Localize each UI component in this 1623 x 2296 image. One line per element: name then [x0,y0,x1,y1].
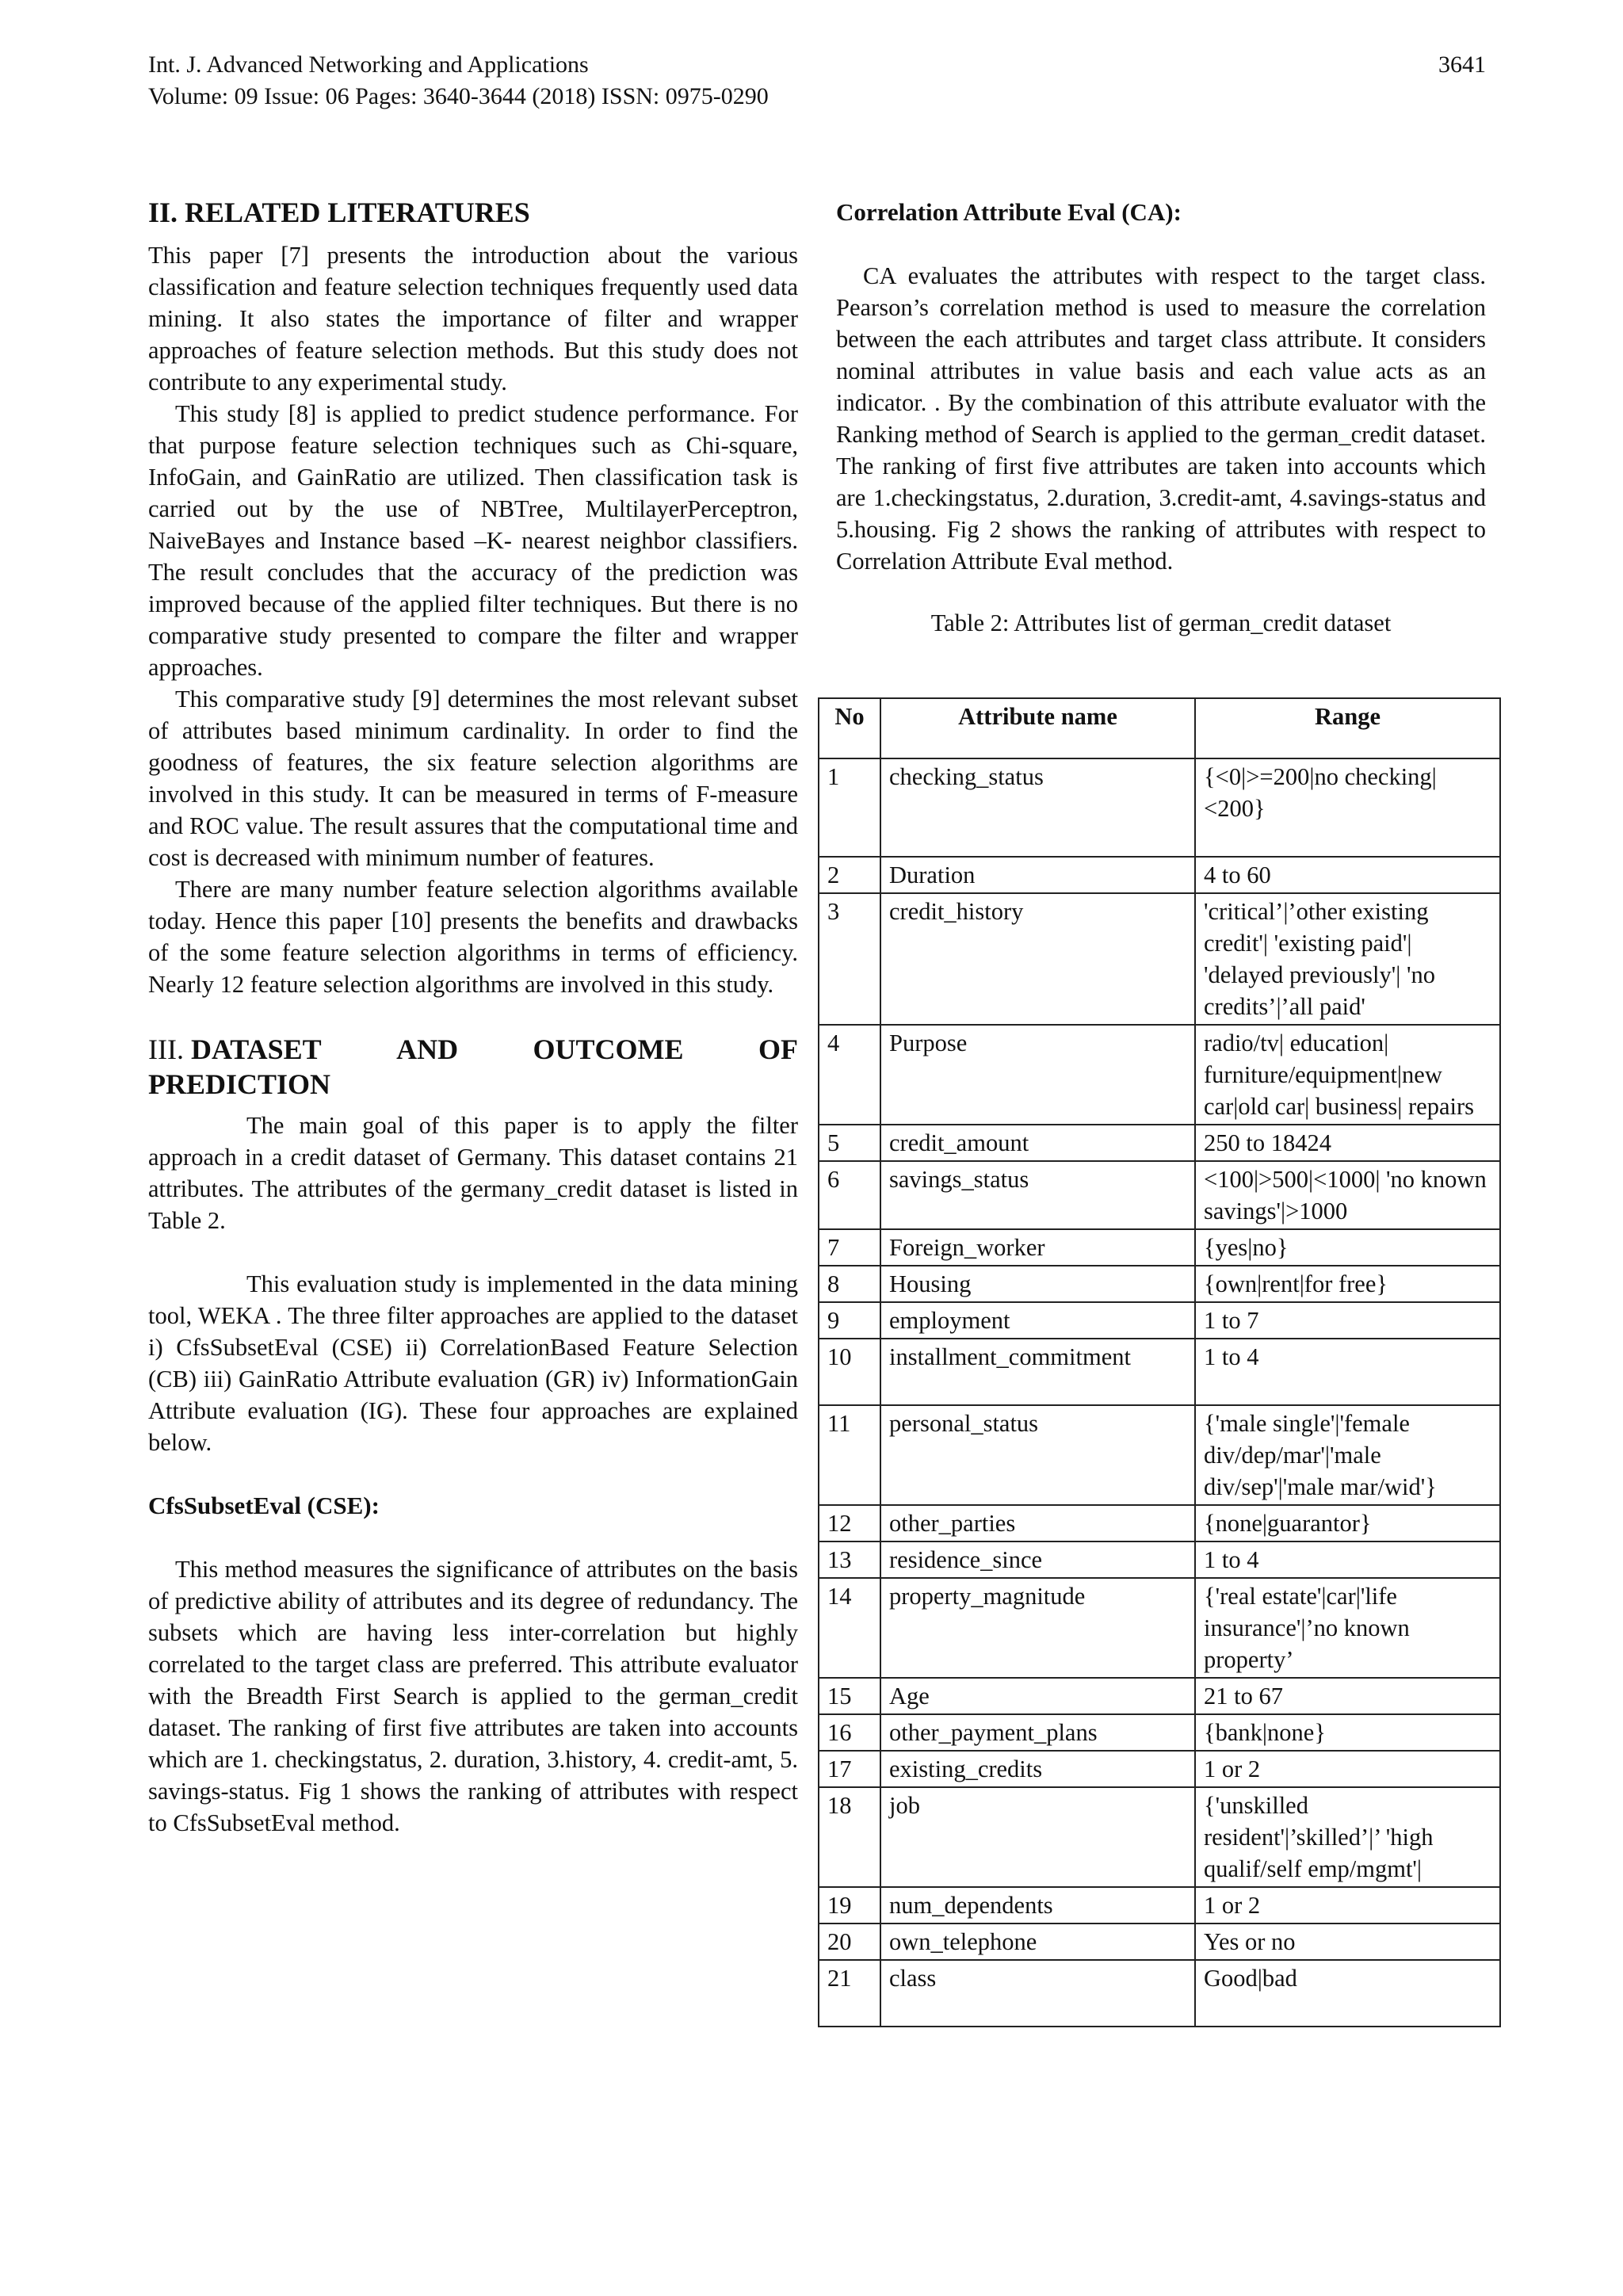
cse-heading: CfsSubsetEval (CSE): [148,1492,380,1519]
cell-attribute: own_telephone [880,1924,1195,1960]
cse-paragraph: This method measures the significance of attributes on the basis of predictive ability of attributes and its degree of redundancy. The subsets which are having less inter-correlation but highly correlated to the target class are preferred. This attribute evaluator with the Breadth First Search is applied to the german_credit dataset. The ranking of first five attributes are taken into accounts which are 1. checkingstatus, 2. duration, 3.history, 4. credit-amt, 5. savings-status. Fig 1 shows the ranking of attributes with respect to CfsSubsetEval method. [148,1556,798,1836]
related-paragraph-2: This study [8] is applied to predict studence performance. For that purpose feature selection techniques such as Chi-square, InfoGain, and GainRatio are utilized. Then classification task is carried out by the use of NBTree, MultilayerPerceptron, NaiveBayes and Instance based –K- nearest neighbor classifiers. The result concludes that the accuracy of the prediction was improved because of the applied filter techniques. But there is no comparative study presented to compare the filter and wrapper approaches. [148,400,798,681]
ca-heading: Correlation Attribute Eval (CA): [836,198,1182,226]
section-3-word-3: OUTCOME [533,1033,684,1065]
table-row [819,1714,1500,1751]
cell-attribute: existing_credits [880,1751,1195,1787]
cell-no: 19 [819,1887,880,1924]
cell-range: 1 to 4 [1195,1541,1500,1578]
section-3-word-4: OF [758,1033,798,1065]
volume-info: Volume: 09 Issue: 06 Pages: 3640-3644 (2018) ISSN: 0975-0290 [148,83,769,109]
cell-attribute: other_parties [880,1505,1195,1541]
cell-no: 3 [819,893,880,1025]
cell-attribute: Housing [880,1266,1195,1302]
table-row [819,1229,1500,1266]
cell-range: {'unskilled resident'|’skilled’|’ 'high qualif/self emp/mgmt'| [1195,1787,1500,1887]
cell-range: {'male single'|'female div/dep/mar'|'male div/sep'|'male mar/wid'} [1195,1405,1500,1505]
table-row [819,1339,1500,1405]
cell-range: 21 to 67 [1195,1678,1500,1714]
table-row [819,1405,1500,1505]
page-number: 3641 [1438,52,1486,78]
cell-range: {<0|>=200|no checking|<200} [1195,758,1500,857]
table-row [819,1541,1500,1578]
cell-no: 20 [819,1924,880,1960]
cell-attribute: Foreign_worker [880,1229,1195,1266]
related-paragraph-1: This paper [7] presents the introduction about the various classification and feature selection techniques frequently used data mining. It also states the importance of filter and wrapper approaches of feature selection methods. But this study does not contribute to any experimental study. [148,242,798,395]
cell-range: 4 to 60 [1195,857,1500,893]
cell-range: 1 or 2 [1195,1887,1500,1924]
cell-range: {own|rent|for free} [1195,1266,1500,1302]
cell-no: 11 [819,1405,880,1505]
cell-attribute: checking_status [880,758,1195,857]
cell-attribute: property_magnitude [880,1578,1195,1678]
header-no: No [819,698,880,758]
cell-range: {none|guarantor} [1195,1505,1500,1541]
cell-no: 6 [819,1161,880,1229]
cell-range: {yes|no} [1195,1229,1500,1266]
table-row [819,1125,1500,1161]
section-3-title [148,1032,798,1102]
table-caption: Table 2: Attributes list of german_credit dataset [930,609,1392,636]
page-header [148,49,1486,113]
cell-range: 1 or 2 [1195,1751,1500,1787]
left-column [148,195,798,1839]
cell-range: <100|>500|<1000| 'no known savings'|>1000 [1195,1161,1500,1229]
table-row [819,1578,1500,1678]
table-row [819,1787,1500,1887]
table-row [819,893,1500,1025]
table-header-row [819,698,1500,758]
cell-range: 250 to 18424 [1195,1125,1500,1161]
cell-no: 16 [819,1714,880,1751]
cell-range: 1 to 7 [1195,1302,1500,1339]
table-row [819,1025,1500,1125]
cell-no: 7 [819,1229,880,1266]
cell-range: 'critical’|’other existing credit'| 'existing paid'| 'delayed previously'| 'no credits’|’all paid' [1195,893,1500,1025]
table-row [819,1887,1500,1924]
cell-attribute: Purpose [880,1025,1195,1125]
cell-attribute: credit_history [880,893,1195,1025]
cell-range: Yes or no [1195,1924,1500,1960]
cell-attribute: employment [880,1302,1195,1339]
cell-no: 10 [819,1339,880,1405]
cell-attribute: job [880,1787,1195,1887]
section-3-word-2: AND [396,1033,459,1065]
cell-no: 13 [819,1541,880,1578]
cell-no: 12 [819,1505,880,1541]
attributes-table [818,697,1501,2027]
section-2-title: II. RELATED LITERATURES [148,197,530,228]
header-range: Range [1195,698,1500,758]
cell-range: {bank|none} [1195,1714,1500,1751]
cell-range: {'real estate'|car|'life insurance'|’no known property’ [1195,1578,1500,1678]
cell-attribute: num_dependents [880,1887,1195,1924]
cell-no: 8 [819,1266,880,1302]
table-row [819,758,1500,857]
cell-attribute: other_payment_plans [880,1714,1195,1751]
dataset-paragraph-1: The main goal of this paper is to apply the filter approach in a credit dataset of Germany. This dataset contains 21 attributes. The attributes of the germany_credit dataset is listed in Table 2. [148,1112,798,1234]
table-row [819,1751,1500,1787]
dataset-paragraph-2: This evaluation study is implemented in the data mining tool, WEKA . The three filter approaches are applied to the dataset i) CfsSubsetEval (CSE) ii) CorrelationBased Feature Selection (CB) iii) GainRatio Attribute evaluation (GR) iv) InformationGain Attribute evaluation (IG). These four approaches are explained below. [148,1270,798,1456]
cell-attribute: installment_commitment [880,1339,1195,1405]
cell-attribute: personal_status [880,1405,1195,1505]
header-attribute-name: Attribute name [880,698,1195,758]
cell-no: 5 [819,1125,880,1161]
cell-no: 1 [819,758,880,857]
cell-range: Good|bad [1195,1960,1500,2027]
right-column [836,195,1486,663]
table-row [819,1161,1500,1229]
table-row [819,857,1500,893]
section-3-word-1: DATASET [190,1033,322,1065]
section-3-word-5: PREDICTION [148,1068,331,1100]
table-row [819,1678,1500,1714]
cell-no: 17 [819,1751,880,1787]
ca-paragraph: CA evaluates the attributes with respect to the target class. Pearson’s correlation method is used to measure the correlation between the each attributes and target class attribute. It considers nominal attributes in value basis and each value acts as an indicator. . By the combination of this attribute evaluator with the Ranking method of Search is applied to the german_credit dataset. The ranking of first five attributes are taken into accounts which are 1.checkingstatus, 2.duration, 3.credit-amt, 4.savings-status and 5.housing. Fig 2 shows the ranking of attributes with respect to Correlation Attribute Eval method. [836,262,1486,575]
table-row [819,1266,1500,1302]
cell-no: 2 [819,857,880,893]
cell-range: radio/tv| education| furniture/equipment|new car|old car| business| repairs [1195,1025,1500,1125]
cell-attribute: credit_amount [880,1125,1195,1161]
journal-name: Int. J. Advanced Networking and Applications [148,52,589,78]
cell-range: 1 to 4 [1195,1339,1500,1405]
cell-attribute: Age [880,1678,1195,1714]
table-row [819,1960,1500,2027]
cell-attribute: Duration [880,857,1195,893]
section-3-roman: III. [148,1033,184,1065]
cell-no: 15 [819,1678,880,1714]
cell-attribute: residence_since [880,1541,1195,1578]
cell-no: 18 [819,1787,880,1887]
cell-no: 14 [819,1578,880,1678]
table-row [819,1505,1500,1541]
cell-no: 4 [819,1025,880,1125]
cell-no: 9 [819,1302,880,1339]
cell-no: 21 [819,1960,880,2027]
cell-attribute: savings_status [880,1161,1195,1229]
cell-attribute: class [880,1960,1195,2027]
table-row [819,1924,1500,1960]
table-row [819,1302,1500,1339]
related-paragraph-3: This comparative study [9] determines the most relevant subset of attributes based minimum cardinality. In order to find the goodness of features, the six feature selection algorithms are involved in this study. It can be measured in terms of F-measure and ROC value. The result assures that the computational time and cost is decreased with minimum number of features. [148,686,798,871]
related-paragraph-4: There are many number feature selection algorithms available today. Hence this paper [10] presents the benefits and drawbacks of the some feature selection algorithms in terms of efficiency. Nearly 12 feature selection algorithms are involved in this study. [148,876,798,998]
